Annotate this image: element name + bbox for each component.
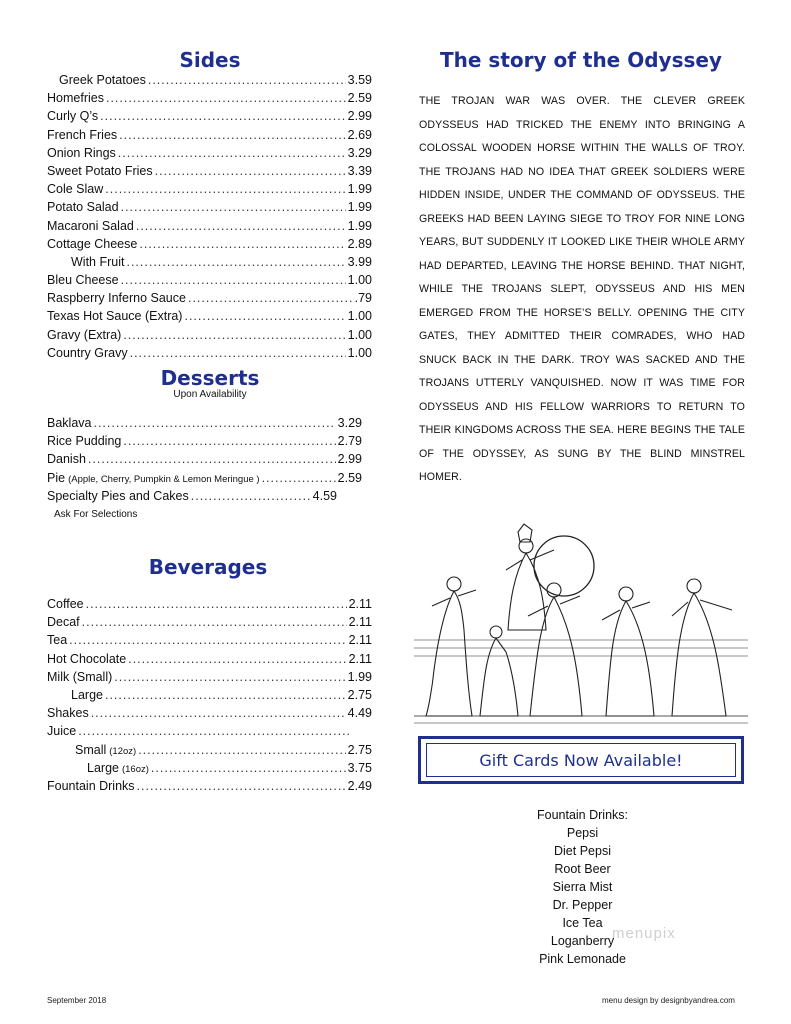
menu-item: Specialty Pies and Cakes ..... 4.59 <box>47 489 337 507</box>
desserts-list <box>47 416 362 507</box>
menu-item: Country Gravy ..... 1.00 <box>47 346 372 364</box>
desserts-heading: Desserts <box>160 366 260 390</box>
menu-item: Potato Salad ..... 1.99 <box>47 200 372 218</box>
list-item: Diet Pepsi <box>554 844 611 858</box>
menu-item: Fountain Drinks ..... 2.49 <box>47 779 372 797</box>
footer-credit: menu design by designbyandrea.com <box>602 996 735 1005</box>
list-item: Root Beer <box>554 862 611 876</box>
menu-item: Cottage Cheese ..... 2.89 <box>47 237 372 255</box>
menu-item: Baklava ..... 3.29 <box>47 416 362 434</box>
sides-heading: Sides <box>179 48 241 72</box>
menu-item: Hot Chocolate ..... 2.11 <box>47 652 372 670</box>
list-item: Loganberry <box>550 934 615 948</box>
menu-item: French Fries ..... 2.69 <box>47 128 372 146</box>
desserts-footnote: Ask For Selections <box>54 509 138 520</box>
menu-item: Danish ..... 2.99 <box>47 452 362 470</box>
menu-item: Tea ..... 2.11 <box>47 633 372 651</box>
menu-item: Texas Hot Sauce (Extra) ..... 1.00 <box>47 309 372 327</box>
menu-item: Shakes ..... 4.49 <box>47 706 372 724</box>
list-item: Pepsi <box>566 826 599 840</box>
menu-item: Large (16oz) ..... 3.75 <box>47 761 372 779</box>
menu-item: Curly Q’s ..... 2.99 <box>47 109 372 127</box>
fountain-drinks-title: Fountain Drinks: <box>536 808 628 822</box>
menu-item: Pie (Apple, Cherry, Pumpkin & Lemon Meringue ) ..... 2.59 <box>47 471 362 489</box>
menu-item: Greek Potatoes ..... 3.59 <box>47 73 372 91</box>
watermark: menupix <box>612 925 676 942</box>
menu-item: Cole Slaw ..... 1.99 <box>47 182 372 200</box>
sides-list <box>47 73 372 364</box>
menu-item: Bleu Cheese ..... 1.00 <box>47 273 372 291</box>
greek-figures-illustration <box>414 520 748 728</box>
beverages-list <box>47 597 372 797</box>
menu-item: Gravy (Extra) ..... 1.00 <box>47 328 372 346</box>
menu-item: Small (12oz) ..... 2.75 <box>47 743 372 761</box>
list-item: Pink Lemonade <box>539 952 626 966</box>
menu-item: Macaroni Salad ..... 1.99 <box>47 219 372 237</box>
menu-item: Raspberry Inferno Sauce ..... .79 <box>47 291 372 309</box>
menu-item: Homefries ..... 2.59 <box>47 91 372 109</box>
desserts-subheading: Upon Availability <box>173 389 247 400</box>
gift-cards-banner <box>418 736 744 784</box>
menu-item: Rice Pudding ..... 2.79 <box>47 434 362 452</box>
beverages-heading: Beverages <box>148 555 268 579</box>
menu-item: Onion Rings ..... 3.29 <box>47 146 372 164</box>
menu-item: Decaf ..... 2.11 <box>47 615 372 633</box>
story-heading: The story of the Odyssey <box>440 48 722 72</box>
list-item: Ice Tea <box>562 916 603 930</box>
list-item: Dr. Pepper <box>552 898 613 912</box>
menu-item: Milk (Small) ..... 1.99 <box>47 670 372 688</box>
gift-cards-label: Gift Cards Now Available! <box>426 743 736 777</box>
menu-item: Juice ..... <box>47 724 352 742</box>
menu-item: Large ..... 2.75 <box>47 688 372 706</box>
list-item: Sierra Mist <box>552 880 613 894</box>
menu-item: With Fruit ..... 3.99 <box>47 255 372 273</box>
story-text: THE TROJAN WAR WAS OVER. THE CLEVER GREEK ODYSSEUS HAD TRICKED THE ENEMY INTO BRINGING A COLOSSAL WOODEN HORSE WITHIN THE WALLS OF TROY. THE TROJANS HAD NO IDEA THAT GREEK SOLDIERS WERE HIDDEN INSIDE, UNDER THE COMMAND OF ODYSSEUS. THE GREEKS HAD BEEN LAYING SIEGE TO TROY FOR NINE LONG YEARS, BUT SUDDENLY IT LOOKED LIKE THEIR WHOLE ARMY HAD DEPARTED, LEAVING THE HORSE BEHIND. THAT NIGHT, WHILE THE TROJANS SLEPT, ODYSSEUS AND HIS MEN EMERGED FROM THE HORSE’S BELLY. OPENING THE CITY GATES, THEY ADMITTED THEIR COMRADES, WHO HAD SNUCK BACK IN THE DARK. TROY WAS SACKED AND THE TROJANS UTTERLY VANQUISHED. NOW IT WAS TIME FOR ODYSSEUS AND HIS FELLOW WARRIORS TO RETURN TO THEIR KINGDOMS ACROSS THE SEA. HERE BEGINS THE TALE OF THE ODYSSEY, AS SUNG BY THE BLIND MINSTREL HOMER. <box>419 95 745 483</box>
footer-date: September 2018 <box>47 996 107 1005</box>
menu-item: Coffee ..... 2.11 <box>47 597 372 615</box>
menu-item: Sweet Potato Fries ..... 3.39 <box>47 164 372 182</box>
fountain-drinks-list <box>500 806 665 968</box>
